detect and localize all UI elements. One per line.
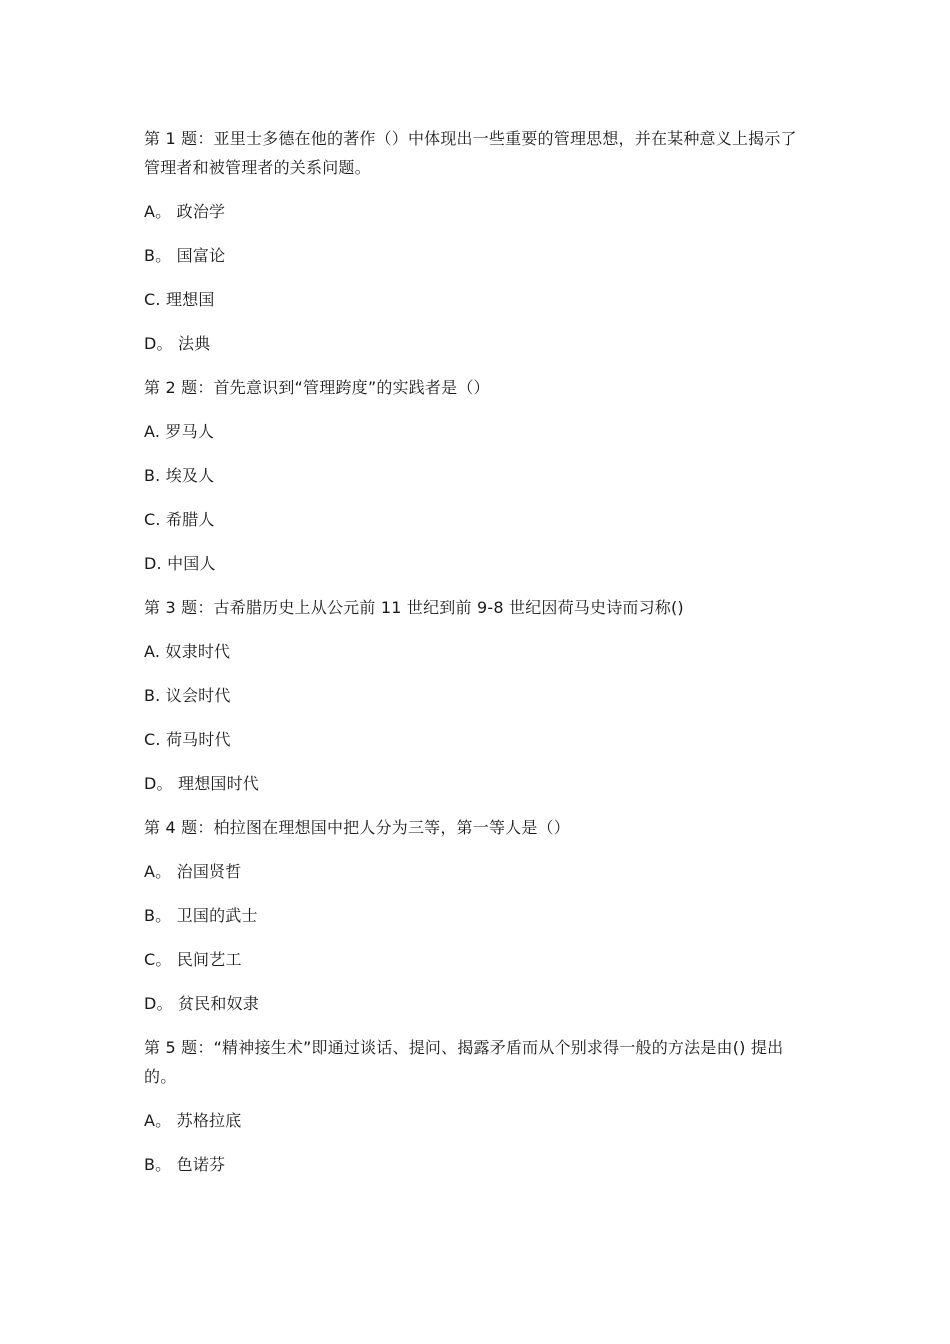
- option-d: D。 贫民和奴隶: [144, 994, 260, 1013]
- option-c: C. 荷马时代: [144, 730, 231, 749]
- option-c: C. 希腊人: [144, 510, 215, 529]
- option-d: D。 理想国时代: [144, 774, 260, 793]
- question-text: 第 1 题：亚里士多德在他的著作（）中体现出一些重要的管理思想，并在某种意义上揭示了管理者和被管理者的关系问题。: [144, 129, 797, 177]
- option-b: B。 国富论: [144, 246, 226, 265]
- option-a: A。 政治学: [144, 202, 226, 221]
- option-a: A. 奴隶时代: [144, 642, 231, 661]
- question-2: [144, 373, 810, 578]
- option-c: C. 理想国: [144, 290, 215, 309]
- option-a: A. 罗马人: [144, 422, 215, 441]
- question-text: 第 4 题：柏拉图在理想国中把人分为三等，第一等人是（）: [144, 818, 570, 837]
- document-page: [144, 124, 810, 1194]
- question-1: [144, 124, 810, 358]
- question-text: 第 2 题：首先意识到“管理跨度”的实践者是（）: [144, 378, 490, 397]
- question-3: [144, 593, 810, 798]
- question-4: [144, 813, 810, 1018]
- question-text: 第 3 题：古希腊历史上从公元前 11 世纪到前 9-8 世纪因荷马史诗而习称(): [144, 598, 684, 617]
- question-text: 第 5 题：“精神接生术”即通过谈话、提问、揭露矛盾而从个别求得一般的方法是由() 提出的。: [144, 1038, 784, 1086]
- option-b: B。 卫国的武士: [144, 906, 258, 925]
- option-b: B. 埃及人: [144, 466, 215, 485]
- option-c: C。 民间艺工: [144, 950, 242, 969]
- option-a: A。 苏格拉底: [144, 1111, 242, 1130]
- option-b: B。 色诺芬: [144, 1155, 226, 1174]
- option-d: D。 法典: [144, 334, 211, 353]
- question-5: [144, 1033, 810, 1179]
- option-d: D. 中国人: [144, 554, 216, 573]
- option-b: B. 议会时代: [144, 686, 231, 705]
- option-a: A。 治国贤哲: [144, 862, 242, 881]
